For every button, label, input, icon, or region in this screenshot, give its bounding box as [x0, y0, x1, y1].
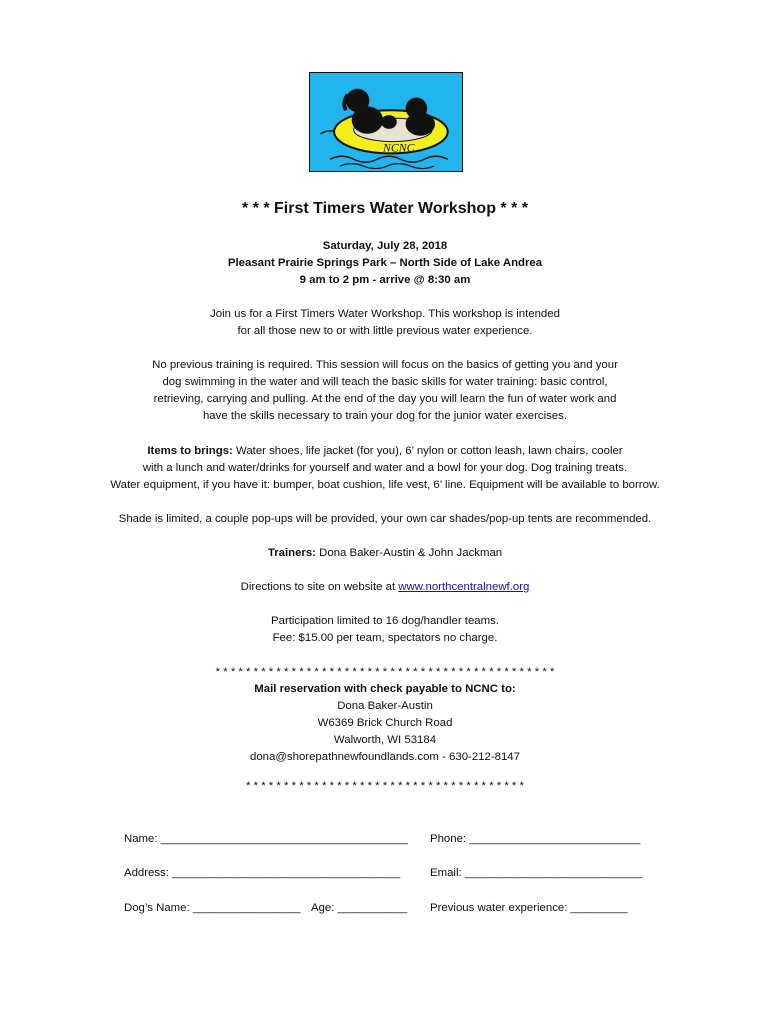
dog-name-field[interactable]: Dog’s Name: _________________ — [124, 902, 301, 914]
fee-note: Fee: $15.00 per team, spectators no charge. — [272, 632, 498, 644]
intro-line-2: for all those new to or with little previous water experience. — [237, 325, 533, 337]
items-line-2: with a lunch and water/drinks for yourself and water and a bowl for your dog. Dog training treats. — [142, 462, 628, 474]
event-location: Pleasant Prairie Springs Park – North Side of Lake Andrea — [227, 257, 543, 269]
ncnc-logo — [309, 72, 463, 172]
participation-note: Participation limited to 16 dog/handler teams. — [271, 615, 499, 627]
mail-heading: Mail reservation with check payable to NCNC to: — [254, 683, 516, 695]
divider-top: * * * * * * * * * * * * * * * * * * * * * * * * * * * * * * * * * * * * * * * * * * * * * — [215, 666, 555, 678]
dogs-in-raft-image — [310, 73, 462, 171]
description-line-1: No previous training is required. This session will focus on the basics of getting you and your — [152, 359, 618, 371]
experience-field[interactable]: Previous water experience: _________ — [430, 902, 628, 914]
logo-text: NCNC — [383, 141, 415, 155]
divider-bottom: * * * * * * * * * * * * * * * * * * * * * * * * * * * * * * * * * * * * * — [246, 780, 524, 792]
shade-note: Shade is limited, a couple pop-ups will be provided, your own car shades/pop-up tents are recommended. — [118, 513, 652, 525]
mail-contact: dona@shorepathnewfoundlands.com - 630-212-8147 — [250, 751, 520, 763]
directions-line — [0, 579, 770, 596]
mail-name: Dona Baker-Austin — [337, 700, 433, 712]
age-field[interactable]: Age: ___________ — [311, 902, 408, 914]
description-line-4: have the skills necessary to train your dog for the junior water exercises. — [202, 410, 568, 422]
items-line-3: Water equipment, if you have it: bumper, boat cushion, life vest, 6’ line. Equipment will be available to borrow. — [110, 479, 660, 491]
mail-city: Walworth, WI 53184 — [333, 734, 437, 746]
items-text-1: Water shoes, life jacket (for you), 6’ nylon or cotton leash, lawn chairs, cooler — [232, 445, 623, 457]
items-line-1 — [0, 443, 770, 460]
intro-line-1: Join us for a First Timers Water Workshop. This workshop is intended — [210, 308, 560, 320]
name-field[interactable]: Name: _______________________________________ — [124, 833, 408, 845]
email-field[interactable]: Email: ____________________________ — [430, 867, 643, 879]
trainers-line — [0, 545, 770, 562]
page-title: * * * First Timers Water Workshop * * * — [241, 200, 528, 217]
event-time: 9 am to 2 pm - arrive @ 8:30 am — [299, 274, 471, 286]
event-date: Saturday, July 28, 2018 — [322, 240, 448, 252]
description-line-3: retrieving, carrying and pulling. At the end of the day you will learn the fun of water work and — [153, 393, 617, 405]
phone-field[interactable]: Phone: ___________________________ — [430, 833, 641, 845]
mail-street: W6369 Brick Church Road — [317, 717, 453, 729]
website-link[interactable]: www.northcentralnewf.org — [398, 581, 530, 593]
items-label: Items to brings: — [147, 445, 233, 457]
description-line-2: dog swimming in the water and will teach the basic skills for water training: basic control, — [162, 376, 608, 388]
trainers-names: Dona Baker-Austin & John Jackman — [315, 547, 503, 559]
address-field[interactable]: Address: ____________________________________ — [124, 867, 401, 879]
directions-text: Directions to site on website at — [240, 581, 399, 593]
trainers-label: Trainers: — [267, 547, 316, 559]
